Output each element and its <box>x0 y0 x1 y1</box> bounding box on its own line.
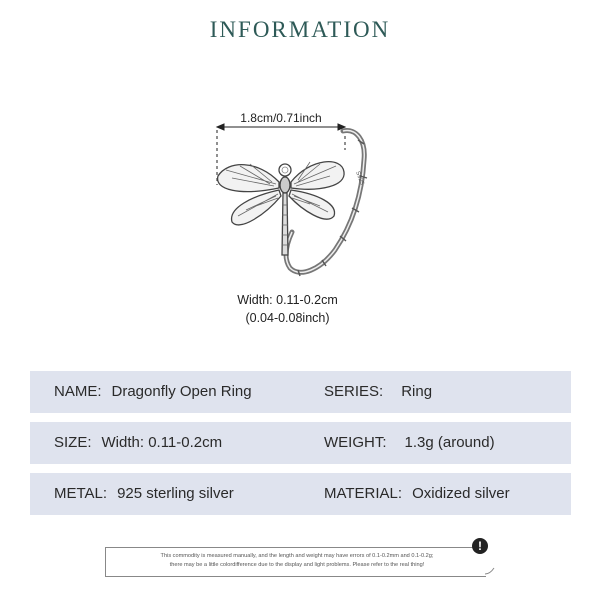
spec-size <box>54 422 222 464</box>
spec-weight-label: WEIGHT: <box>324 434 387 451</box>
spec-series-value: Ring <box>401 383 433 400</box>
dragonfly <box>218 162 345 255</box>
disclaimer-line2: there may be a little colordifference due to the display and light problems. Please refer to the real thing! <box>169 561 425 568</box>
spec-name-label: NAME: <box>54 383 102 400</box>
width-caption-line1: Width: 0.11-0.2cm <box>237 293 338 307</box>
width-caption <box>200 291 375 327</box>
disclaimer-text <box>122 552 472 569</box>
spec-metal-value: 925 sterling silver <box>117 485 234 502</box>
disclaimer-border-tail <box>484 548 498 575</box>
svg-text:S925: S925 <box>354 170 365 186</box>
spec-material <box>324 473 510 515</box>
exclamation-icon: ! <box>472 538 488 554</box>
spec-row-metal <box>30 473 571 515</box>
spec-name <box>54 371 252 413</box>
spec-weight <box>324 422 495 464</box>
spec-metal <box>54 473 234 515</box>
spec-material-value: Oxidized silver <box>412 485 510 502</box>
spec-series-label: SERIES: <box>324 383 384 400</box>
spec-series <box>324 371 432 413</box>
spec-size-label: SIZE: <box>54 434 92 451</box>
spec-metal-label: METAL: <box>54 485 108 502</box>
spec-size-value: Width: 0.11-0.2cm <box>101 434 223 451</box>
page-title: INFORMATION <box>209 17 391 42</box>
spec-row-name <box>30 371 571 413</box>
spec-name-value: Dragonfly Open Ring <box>111 383 252 400</box>
dimension-label: 1.8cm/0.71inch <box>240 111 322 125</box>
spec-weight-value: 1.3g (around) <box>404 434 495 451</box>
spec-material-label: MATERIAL: <box>324 485 403 502</box>
spec-row-size <box>30 422 571 464</box>
width-caption-line2: (0.04-0.08inch) <box>245 311 330 325</box>
disclaimer-box <box>105 547 486 577</box>
disclaimer-line1: This commodity is measured manually, and the length and weight may have errors of 0.1-0.2mm and 0.1-0.2g; <box>160 553 434 559</box>
